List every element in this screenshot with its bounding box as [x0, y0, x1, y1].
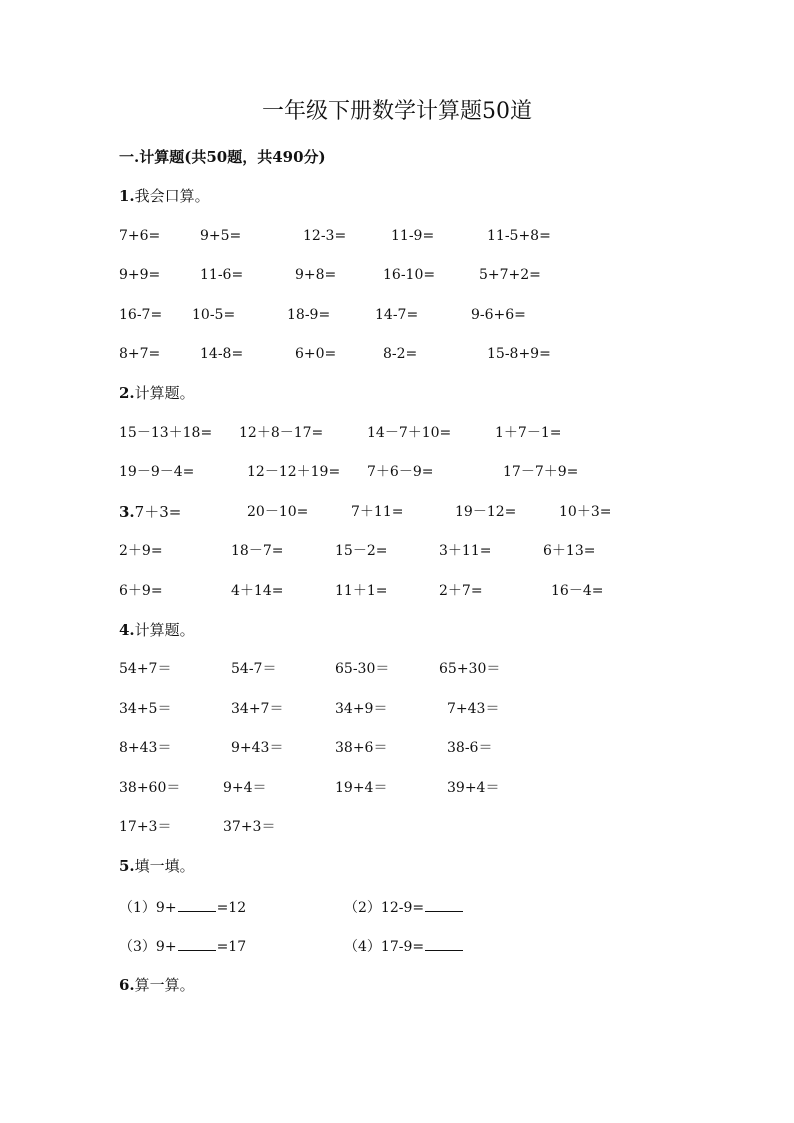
q3-problem: 19－12=: [455, 504, 517, 520]
q4-problem: 38-6＝: [447, 740, 493, 756]
q1-problem: 6+0=: [295, 346, 337, 362]
q3-problem: [119, 505, 181, 520]
q2-problem: 17－7＋9=: [503, 464, 579, 480]
q3-problem: 15－2=: [335, 543, 388, 559]
q5-item-tag: （3）: [119, 939, 156, 955]
q2-problem: 1＋7－1=: [495, 425, 562, 441]
q5-item-tag: （2）: [344, 900, 381, 916]
q3-problem: 3＋11=: [439, 543, 492, 559]
question-2-number: 2.: [119, 384, 135, 402]
q4-problem: 39+4＝: [447, 780, 500, 796]
q2-problem: 15－13＋18=: [119, 425, 213, 441]
q2-problem: 12－12＋19=: [247, 464, 341, 480]
q1-problem: 18-9=: [287, 307, 331, 323]
question-6-number: 6.: [119, 976, 135, 994]
q4-problem: 65+30＝: [439, 661, 501, 677]
q5-item-pre: 17-9=: [380, 939, 425, 955]
q3-problem: 18－7=: [231, 543, 284, 559]
q1-problem: 8-2=: [383, 346, 418, 362]
q3-problem: 16－4=: [551, 583, 604, 599]
q1-problem: 9-6+6=: [471, 307, 526, 323]
q4-problem: 34+9＝: [335, 701, 388, 717]
question-4-label: 计算题。: [134, 621, 195, 639]
q3-problem: 6＋9=: [119, 583, 163, 599]
q3-problem: 10＋3=: [559, 504, 612, 520]
q5-item-post: =12: [216, 900, 247, 916]
question-1-label: 我会口算。: [134, 187, 210, 205]
question-5-heading: [119, 859, 195, 874]
q1-problem: 8+7=: [119, 346, 161, 362]
answer-blank[interactable]: [178, 938, 216, 951]
q5-fill-item: [119, 938, 246, 954]
q3-problem-text: 7＋3=: [134, 503, 182, 521]
question-1-heading: [119, 189, 210, 204]
q5-item-post: =17: [216, 939, 247, 955]
q5-fill-item: [344, 899, 464, 915]
q4-problem: 19+4＝: [335, 780, 388, 796]
q2-problem: 12＋8－17=: [239, 425, 324, 441]
q5-fill-item: [119, 899, 246, 915]
question-2-label: 计算题。: [134, 384, 195, 402]
q1-problem: 15-8+9=: [487, 346, 551, 362]
question-4-heading: [119, 623, 195, 638]
q4-problem: 34+5＝: [119, 701, 172, 717]
q1-problem: 12-3=: [303, 228, 347, 244]
q4-problem: 38+60＝: [119, 780, 181, 796]
q1-problem: 7+6=: [119, 228, 161, 244]
q4-problem: 9+4＝: [223, 780, 267, 796]
q4-problem: 34+7＝: [231, 701, 284, 717]
section-heading: 一.计算题(共50题，共490分): [119, 148, 326, 166]
q1-problem: 9+8=: [295, 267, 337, 283]
q1-problem: 11-5+8=: [487, 228, 551, 244]
q3-problem: 7＋11=: [351, 504, 404, 520]
q1-problem: 11-6=: [200, 267, 244, 283]
q5-item-tag: （1）: [119, 900, 156, 916]
q3-problem: 4＋14=: [231, 583, 284, 599]
q5-item-tag: （4）: [344, 939, 381, 955]
q4-problem: 17+3＝: [119, 819, 172, 835]
q3-problem: 2＋9=: [119, 543, 163, 559]
question-6-heading: [119, 978, 195, 993]
q1-problem: 9+9=: [119, 267, 161, 283]
q1-problem: 14-8=: [200, 346, 244, 362]
answer-blank[interactable]: [178, 899, 216, 912]
q2-problem: 19－9－4=: [119, 464, 195, 480]
q1-problem: 5+7+2=: [479, 267, 541, 283]
question-2-heading: [119, 386, 195, 401]
q3-problem: 20－10=: [247, 504, 309, 520]
q3-problem: 11＋1=: [335, 583, 388, 599]
q5-fill-item: [344, 938, 464, 954]
q1-problem: 9+5=: [200, 228, 242, 244]
question-1-number: 1.: [119, 187, 135, 205]
question-6-label: 算一算。: [134, 976, 195, 994]
q1-problem: 16-10=: [383, 267, 436, 283]
q5-item-pre: 9+: [155, 900, 177, 916]
question-5-number: 5.: [119, 857, 135, 875]
q1-problem: 11-9=: [391, 228, 435, 244]
q1-problem: 14-7=: [375, 307, 419, 323]
q5-item-pre: 9+: [155, 939, 177, 955]
question-5-label: 填一填。: [134, 857, 195, 875]
q4-problem: 7+43＝: [447, 701, 500, 717]
q2-problem: 14－7＋10=: [367, 425, 452, 441]
q1-problem: 16-7=: [119, 307, 163, 323]
question-4-number: 4.: [119, 621, 135, 639]
q3-problem: 2＋7=: [439, 583, 483, 599]
q1-problem: 10-5=: [192, 307, 236, 323]
page-title: 一年级下册数学计算题50道: [262, 99, 532, 124]
q5-item-pre: 12-9=: [380, 900, 425, 916]
q3-problem: 6＋13=: [543, 543, 596, 559]
q4-problem: 54-7＝: [231, 661, 277, 677]
q4-problem: 54+7＝: [119, 661, 172, 677]
q4-problem: 65-30＝: [335, 661, 390, 677]
question-3-number: 3.: [119, 503, 135, 521]
q4-problem: 8+43＝: [119, 740, 172, 756]
q4-problem: 37+3＝: [223, 819, 276, 835]
answer-blank[interactable]: [425, 938, 463, 951]
q4-problem: 9+43＝: [231, 740, 284, 756]
answer-blank[interactable]: [425, 899, 463, 912]
q4-problem: 38+6＝: [335, 740, 388, 756]
q2-problem: 7＋6－9=: [367, 464, 434, 480]
